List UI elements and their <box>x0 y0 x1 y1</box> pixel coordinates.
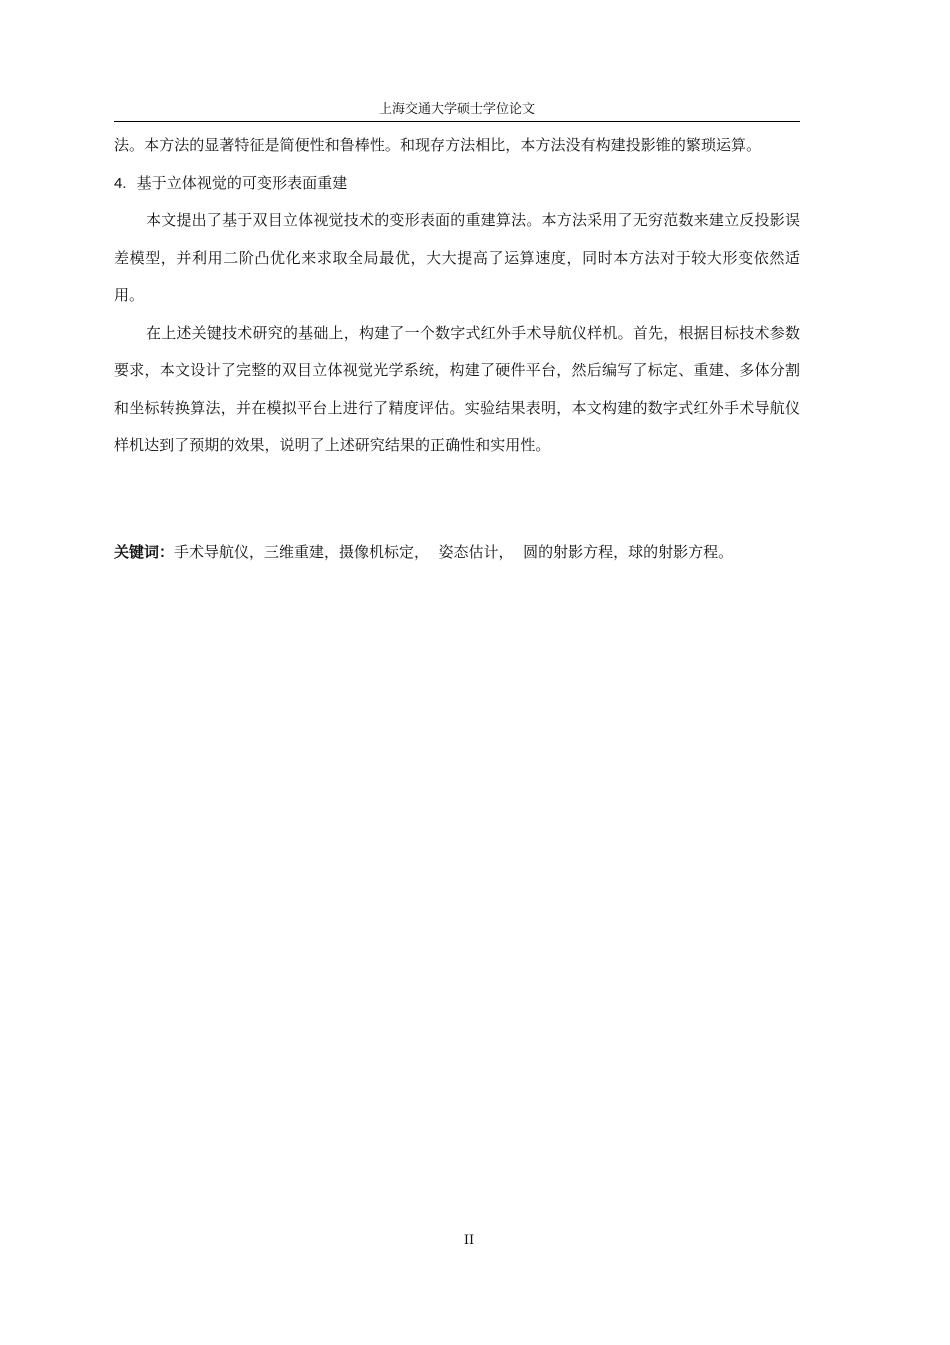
body-text <box>114 127 800 465</box>
keywords-label: 关键词： <box>114 543 175 561</box>
thesis-title: 上海交通大学硕士学位论文 <box>378 102 535 117</box>
page-number: II <box>463 1233 475 1248</box>
section-heading <box>114 165 800 203</box>
section-title: 基于立体视觉的可变形表面重建 <box>136 173 348 192</box>
keywords-text: 手术导航仪，三维重建，摄像机标定， 姿态估计， 圆的射影方程，球的射影方程。 <box>174 543 734 561</box>
paragraph-reconstruction: 本文提出了基于双目立体视觉技术的变形表面的重建算法。本方法采用了无穷范数来建立反投影误差模型，并利用二阶凸优化来求取全局最优，大大提高了运算速度，同时本方法对于较大形变依然适用。 <box>114 211 800 304</box>
section-number: 4. <box>114 174 127 192</box>
page-header <box>114 101 800 122</box>
keywords <box>114 534 814 572</box>
paragraph-prototype: 在上述关键技术研究的基础上，构建了一个数字式红外手术导航仪样机。首先，根据目标技术参数要求，本文设计了完整的双目立体视觉光学系统，构建了硬件平台，然后编写了标定、重建、多体分割和坐标转换算法，并在模拟平台上进行了精度评估。实验结果表明，本文构建的数字式红外手术导航仪样机达到了预期的效果，说明了上述研究结果的正确性和实用性。 <box>114 323 800 454</box>
continuation-paragraph: 法。本方法的显著特征是简便性和鲁棒性。和现存方法相比，本方法没有构建投影锥的繁琐运算。 <box>114 136 762 154</box>
